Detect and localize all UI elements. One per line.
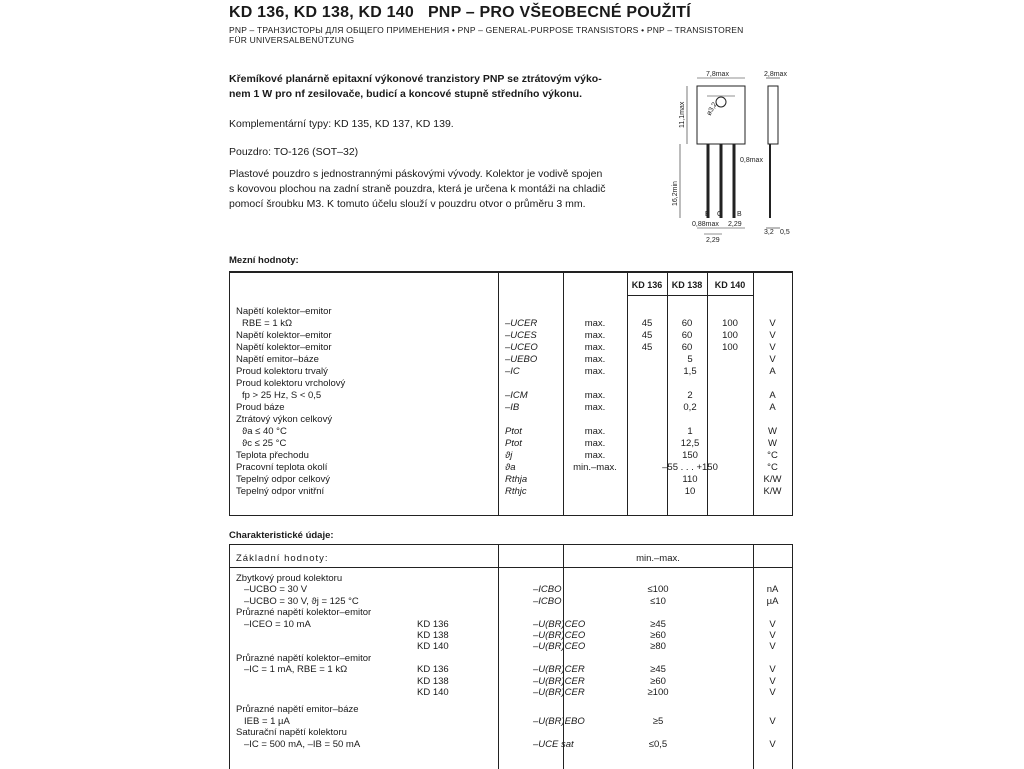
lead-line-1: Křemíkové planárně epitaxní výkonové tranzistory PNP se ztrátovým výko-: [229, 73, 602, 85]
char-symbol: –U(BR)EBO: [533, 716, 585, 727]
param-name: Proud báze: [236, 402, 285, 413]
char-symbol: –UCE sat: [533, 739, 574, 750]
char-unit: V: [769, 630, 776, 641]
param-unit: V: [769, 318, 776, 329]
param-qualifier: max.: [584, 450, 606, 461]
param-name: Napětí kolektor–emitor: [236, 306, 332, 317]
value-all: 110: [682, 474, 698, 485]
char-symbol: –ICBO: [533, 596, 562, 607]
dim-side: 0,5: [780, 229, 790, 236]
value-kd136: 45: [641, 330, 653, 341]
param-qualifier: max.: [584, 390, 606, 401]
param-unit: V: [769, 330, 776, 341]
desc-line-3: pomocí šroubku M3. K tomuto účelu slouží v pouzdru otvor o průměru 3 mm.: [229, 198, 586, 210]
char-unit: V: [769, 619, 776, 630]
page-title: [229, 4, 691, 22]
range-header: min.–max.: [636, 553, 680, 564]
value-all: –55 . . . +150: [662, 462, 718, 473]
param-unit: V: [769, 354, 776, 365]
param-condition: fp > 25 Hz, S < 0,5: [242, 390, 322, 401]
char-label: Saturační napětí kolektoru: [236, 727, 347, 738]
param-name: Tepelný odpor vnitřní: [236, 486, 325, 497]
param-symbol: Rthja: [505, 474, 528, 485]
col-kd138: KD 138: [671, 280, 703, 290]
value-all: 12,5: [680, 438, 700, 449]
param-qualifier: max.: [584, 426, 606, 437]
param-qualifier: max.: [584, 318, 606, 329]
char-type: KD 140: [417, 641, 449, 652]
package-description: [229, 167, 605, 212]
param-unit: °C: [767, 450, 778, 461]
char-type: KD 138: [417, 630, 449, 641]
char-unit: V: [769, 664, 776, 675]
lead-line-2: nem 1 W pro nf zesilovače, budicí a koncové stupně středního výkonu.: [229, 88, 582, 100]
char-label: –IC = 500 mA, –IB = 50 mA: [244, 739, 361, 750]
param-name: Napětí kolektor–emitor: [236, 342, 332, 353]
char-symbol: –U(BR)CEO: [533, 630, 586, 641]
value-kd138: 60: [681, 342, 693, 353]
param-symbol: Ptot: [505, 426, 522, 437]
param-condition: ϑa ≤ 40 °C: [242, 426, 287, 437]
char-symbol: –U(BR)CER: [533, 687, 585, 698]
param-qualifier: min.–max.: [573, 462, 617, 473]
chars-table: [229, 544, 793, 769]
param-qualifier: max.: [584, 366, 606, 377]
char-unit: V: [769, 641, 776, 652]
package-body-side: [768, 86, 778, 144]
param-name: Pracovní teplota okolí: [236, 462, 328, 473]
param-unit: K/W: [763, 486, 782, 497]
value-all: 1: [687, 426, 693, 437]
param-symbol: Rthjc: [505, 486, 527, 497]
param-unit: W: [768, 426, 777, 437]
char-label: Průrazné napětí kolektor–emitor: [236, 653, 372, 664]
char-value: ≥60: [650, 676, 666, 687]
dim-lead-pitch: 2,29: [706, 237, 720, 244]
value-all: 10: [684, 486, 696, 497]
package-drawing: [660, 66, 800, 246]
char-value: ≥100: [647, 687, 669, 698]
dim-depth: 2,8max: [764, 71, 787, 78]
param-qualifier: max.: [584, 342, 606, 353]
title-kind: PNP – PRO VŠEOBECNÉ POUŽITÍ: [427, 4, 691, 21]
pin-label-c: C: [717, 211, 723, 218]
param-unit: A: [769, 402, 776, 413]
char-type: KD 136: [417, 619, 449, 630]
char-type: KD 138: [417, 676, 449, 687]
param-symbol: –ICM: [505, 390, 528, 401]
param-symbol: ϑa: [505, 462, 516, 473]
limits-title: Mezní hodnoty:: [229, 255, 299, 266]
param-unit: K/W: [763, 474, 782, 485]
value-all: 0,2: [683, 402, 697, 413]
char-label: Průrazné napětí kolektor–emitor: [236, 607, 372, 618]
title-types: KD 136, KD 138, KD 140: [229, 4, 414, 21]
package-type: Pouzdro: TO-126 (SOT–32): [229, 146, 359, 158]
value-all: 2: [687, 390, 693, 401]
param-symbol: –UCER: [505, 318, 538, 329]
param-condition: ϑc ≤ 25 °C: [242, 438, 287, 449]
subtitle: [229, 25, 744, 45]
param-unit: °C: [767, 462, 778, 473]
dim-lead-pitch-2: 2,29: [728, 221, 742, 228]
value-kd136: 45: [641, 342, 653, 353]
package-body-front: [697, 86, 745, 144]
param-unit: A: [769, 390, 776, 401]
char-symbol: –U(BR)CEO: [533, 641, 586, 652]
value-all: 150: [682, 450, 698, 461]
char-label: IEB = 1 µA: [244, 716, 290, 727]
param-symbol: –IB: [505, 402, 520, 413]
dim-tab: 3,2: [764, 229, 774, 236]
desc-line-1: Plastové pouzdro s jednostrannými páskovými vývody. Kolektor je vodivě spojen: [229, 168, 603, 180]
param-symbol: –UCEO: [505, 342, 538, 353]
param-unit: A: [769, 366, 776, 377]
char-symbol: –ICBO: [533, 584, 562, 595]
dim-lead-length: 16,2min: [672, 181, 679, 206]
value-all: 5: [687, 354, 693, 365]
param-symbol: –IC: [505, 366, 520, 377]
param-name: Napětí emitor–báze: [236, 354, 319, 365]
desc-line-2: s kovovou plochou na zadní straně pouzdra, která je určena k montáži na chladič: [229, 183, 606, 195]
chars-title: Charakteristické údaje:: [229, 530, 334, 541]
param-name: Proud kolektoru vrcholový: [236, 378, 346, 389]
char-unit: V: [769, 716, 776, 727]
char-symbol: –U(BR)CEO: [533, 619, 586, 630]
param-name: Tepelný odpor celkový: [236, 474, 330, 485]
char-label: Průrazné napětí emitor–báze: [236, 704, 359, 715]
dim-lead-thickness: 0,88max: [692, 221, 719, 228]
param-symbol: –UEBO: [505, 354, 538, 365]
subtitle-line-2: FÜR UNIVERSALBENÜTZUNG: [229, 35, 355, 45]
limits-table: [229, 271, 793, 516]
param-name: Napětí kolektor–emitor: [236, 330, 332, 341]
dim-hole: ø3,2: [705, 101, 719, 117]
param-condition: RBE = 1 kΩ: [242, 318, 293, 329]
char-value: ≤0,5: [648, 739, 668, 750]
char-value: ≤10: [650, 596, 666, 607]
char-symbol: –U(BR)CER: [533, 664, 585, 675]
char-value: ≥45: [650, 664, 666, 675]
char-value: ≥5: [652, 716, 664, 727]
char-unit: µA: [766, 596, 779, 607]
basic-values-label: Základní hodnoty:: [236, 553, 329, 564]
char-value: ≥80: [650, 641, 666, 652]
complementary-types: Komplementární typy: KD 135, KD 137, KD 139.: [229, 118, 454, 130]
char-label: –UCBO = 30 V: [244, 584, 308, 595]
char-type: KD 136: [417, 664, 449, 675]
value-kd140: 100: [722, 330, 738, 341]
dim-lead-width: 0,8max: [740, 157, 763, 164]
char-label: –UCBO = 30 V, ϑj = 125 °C: [244, 596, 359, 607]
col-kd136: KD 136: [631, 280, 663, 290]
pin-label-b: B: [737, 211, 742, 218]
subtitle-line-1: PNP – ТРАНЗИСТОРЫ ДЛЯ ОБЩЕГО ПРИМЕНЕНИЯ • PNP – GENERAL-PURPOSE TRANSISTORS • PNP – TRANSISTOREN: [229, 25, 744, 35]
param-qualifier: max.: [584, 354, 606, 365]
char-label: –IC = 1 mA, RBE = 1 kΩ: [244, 664, 348, 675]
char-label: Zbytkový proud kolektoru: [236, 573, 343, 584]
char-unit: V: [769, 687, 776, 698]
dim-width: 7,8max: [706, 71, 729, 78]
value-kd140: 100: [722, 342, 738, 353]
lead-paragraph: [229, 72, 602, 102]
param-name: Ztrátový výkon celkový: [236, 414, 333, 425]
char-type: KD 140: [417, 687, 449, 698]
char-unit: V: [769, 676, 776, 687]
param-qualifier: max.: [584, 438, 606, 449]
param-unit: V: [769, 342, 776, 353]
param-symbol: Ptot: [505, 438, 522, 449]
value-kd138: 60: [681, 330, 693, 341]
char-value: ≤100: [647, 584, 669, 595]
param-qualifier: max.: [584, 402, 606, 413]
char-unit: nA: [766, 584, 779, 595]
value-kd140: 100: [722, 318, 738, 329]
param-symbol: –UCES: [505, 330, 537, 341]
param-unit: W: [768, 438, 777, 449]
param-name: Proud kolektoru trvalý: [236, 366, 328, 377]
dim-height: 11,1max: [679, 101, 686, 128]
col-kd140: KD 140: [714, 280, 746, 290]
value-all: 1,5: [683, 366, 697, 377]
char-symbol: –U(BR)CER: [533, 676, 585, 687]
value-kd136: 45: [641, 318, 653, 329]
pin-label-e: E: [705, 211, 710, 218]
char-label: –ICEO = 10 mA: [244, 619, 311, 630]
char-value: ≥60: [650, 630, 666, 641]
value-kd138: 60: [681, 318, 693, 329]
param-qualifier: max.: [584, 330, 606, 341]
char-unit: V: [769, 739, 776, 750]
param-symbol: ϑj: [505, 450, 513, 461]
param-name: Teplota přechodu: [236, 450, 309, 461]
char-value: ≥45: [650, 619, 666, 630]
